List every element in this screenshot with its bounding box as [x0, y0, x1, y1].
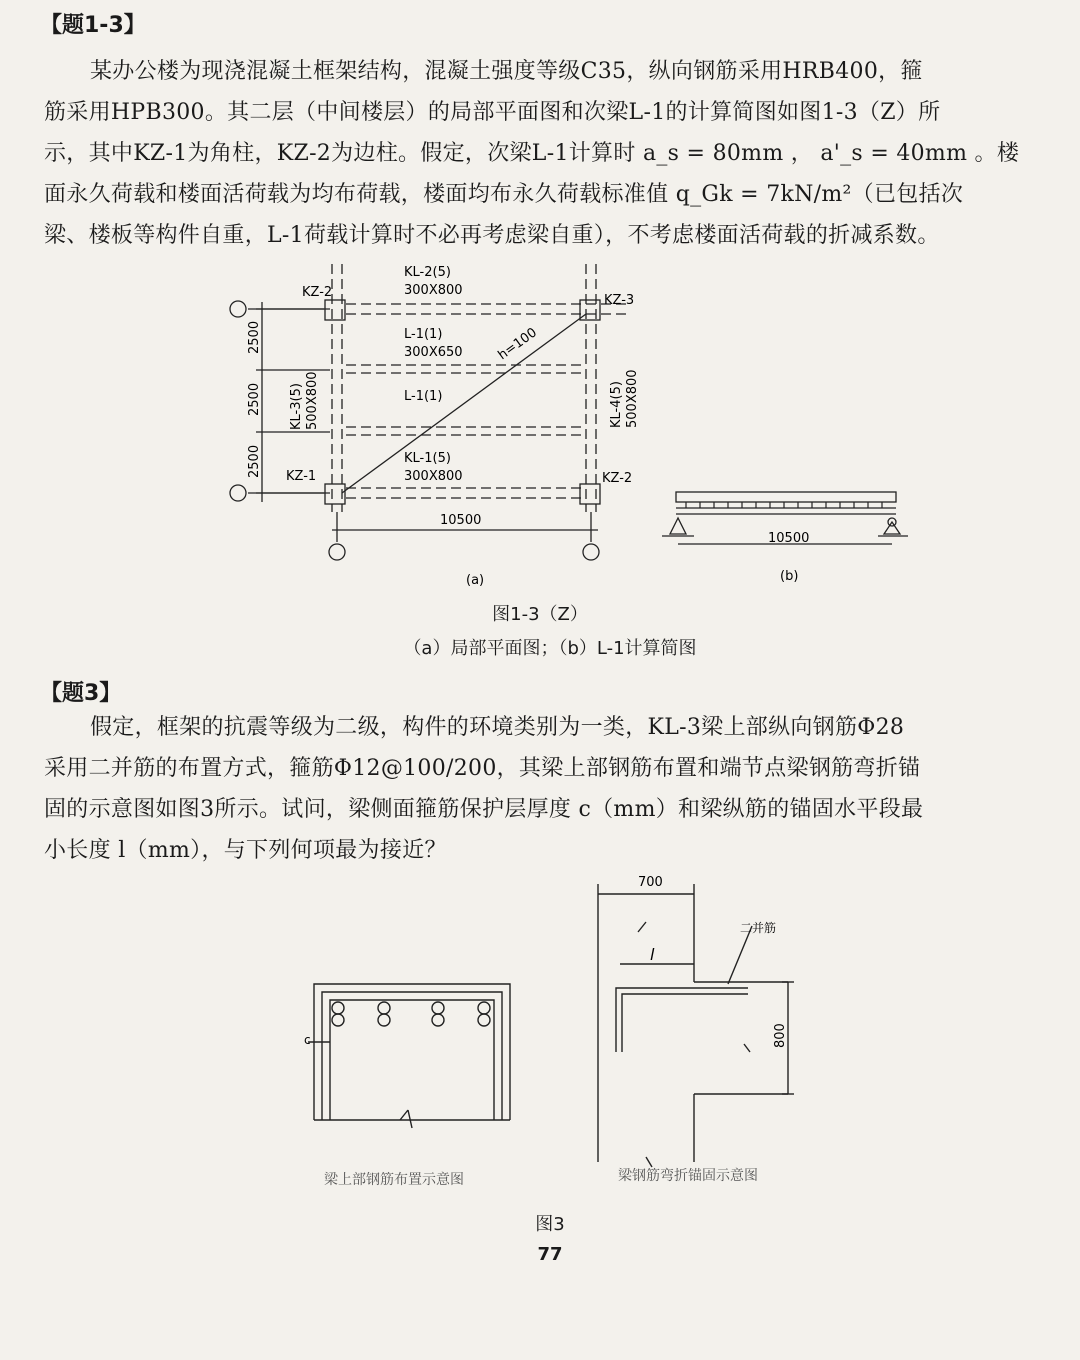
dim-span: 10500: [440, 513, 482, 528]
dim-2500-2: 2500: [247, 382, 262, 416]
dim-2500-1: 2500: [247, 320, 262, 354]
label-kz2-top: KZ-2: [302, 285, 333, 300]
label-l1b: L-1(1): [404, 389, 443, 404]
pin-support: [670, 518, 686, 534]
para-line: 固的示意图如图3所示。试问，梁侧面箍筋保护层厚度 c（mm）和梁纵筋的锚固水平段最: [44, 797, 924, 822]
para-line: 示，其中KZ-1为角柱，KZ-2为边柱。假定，次梁L-1计算时 a_s = 80mm ， a'_s = 40mm 。楼: [44, 141, 1020, 166]
problem-1-3-text: [44, 51, 1054, 256]
label-kl2: KL-2(5): [404, 265, 451, 280]
label-l1a-size: 300X650: [404, 345, 463, 360]
dim-700: 700: [638, 875, 663, 890]
para-line: 筋采用HPB300。其二层（中间楼层）的局部平面图和次梁L-1的计算简图如图1-3（Z）所: [44, 100, 941, 125]
label-kl3-size: 500X800: [305, 371, 320, 430]
calc-span: 10500: [768, 531, 810, 546]
label-kl1: KL-1(5): [404, 451, 451, 466]
para-line: 小长度 l（mm），与下列何项最为接近？: [44, 838, 447, 863]
problem-1-3-heading: 【题1-3】: [40, 13, 146, 38]
figure-3-right: [588, 872, 808, 1192]
para-line: 某办公楼为现浇混凝土框架结构，混凝土强度等级C35，纵向钢筋采用HRB400，箍: [90, 59, 923, 84]
right-caption: 梁钢筋弯折锚固示意图: [618, 1168, 758, 1184]
label-c: c: [304, 1033, 311, 1047]
dim-2500-3: 2500: [247, 444, 262, 478]
label-kz3: KZ-3: [604, 293, 635, 308]
sub-label-a: (a): [466, 573, 485, 588]
label-kl2-size: 300X800: [404, 283, 463, 298]
load-arrows: [686, 502, 882, 508]
problem-3-text: [44, 707, 1054, 871]
para-line: 梁、楼板等构件自重，L-1荷载计算时不必再考虑梁自重），不考虑楼面活荷载的折减系数。: [44, 223, 940, 248]
label-kl4: KL-4(5): [609, 381, 624, 428]
left-caption: 梁上部钢筋布置示意图: [324, 1172, 464, 1188]
dim-800: 800: [773, 1023, 788, 1048]
label-l1a: L-1(1): [404, 327, 443, 342]
page-number: 77: [537, 1244, 563, 1265]
figure-1-3-calc: [656, 478, 916, 590]
para-line: 采用二并筋的布置方式，箍筋Φ12@100/200，其梁上部钢筋布置和端节点梁钢筋弯折锚: [44, 756, 921, 781]
figure-1-3-caption: 图1-3（Z）: [492, 604, 588, 625]
para-line: 假定，框架的抗震等级为二级，构件的环境类别为一类，KL-3梁上部纵向钢筋Φ28: [90, 715, 905, 740]
figure-1-3-subcaption: （a）局部平面图；（b）L-1计算简图: [403, 638, 697, 659]
figure-3-caption: 图3: [535, 1214, 565, 1235]
label-twin-bars: 二并筋: [740, 921, 777, 935]
figure-3-left: [300, 970, 520, 1200]
label-kl4-size: 500X800: [625, 369, 640, 428]
label-kl3: KL-3(5): [289, 383, 304, 430]
label-kl1-size: 300X800: [404, 469, 463, 484]
label-slab: h=100: [495, 325, 540, 364]
dim-l: l: [650, 945, 655, 964]
figure-1-3-plan: [220, 262, 660, 592]
sub-label-b: (b): [780, 569, 799, 584]
label-kz1: KZ-1: [286, 469, 317, 484]
label-kz2: KZ-2: [602, 471, 633, 486]
para-line: 面永久荷载和楼面活荷载为均布荷载，楼面均布永久荷载标准值 q_Gk = 7kN/m²（已包括次: [44, 182, 964, 207]
problem-3-heading: 【题3】: [40, 681, 122, 706]
